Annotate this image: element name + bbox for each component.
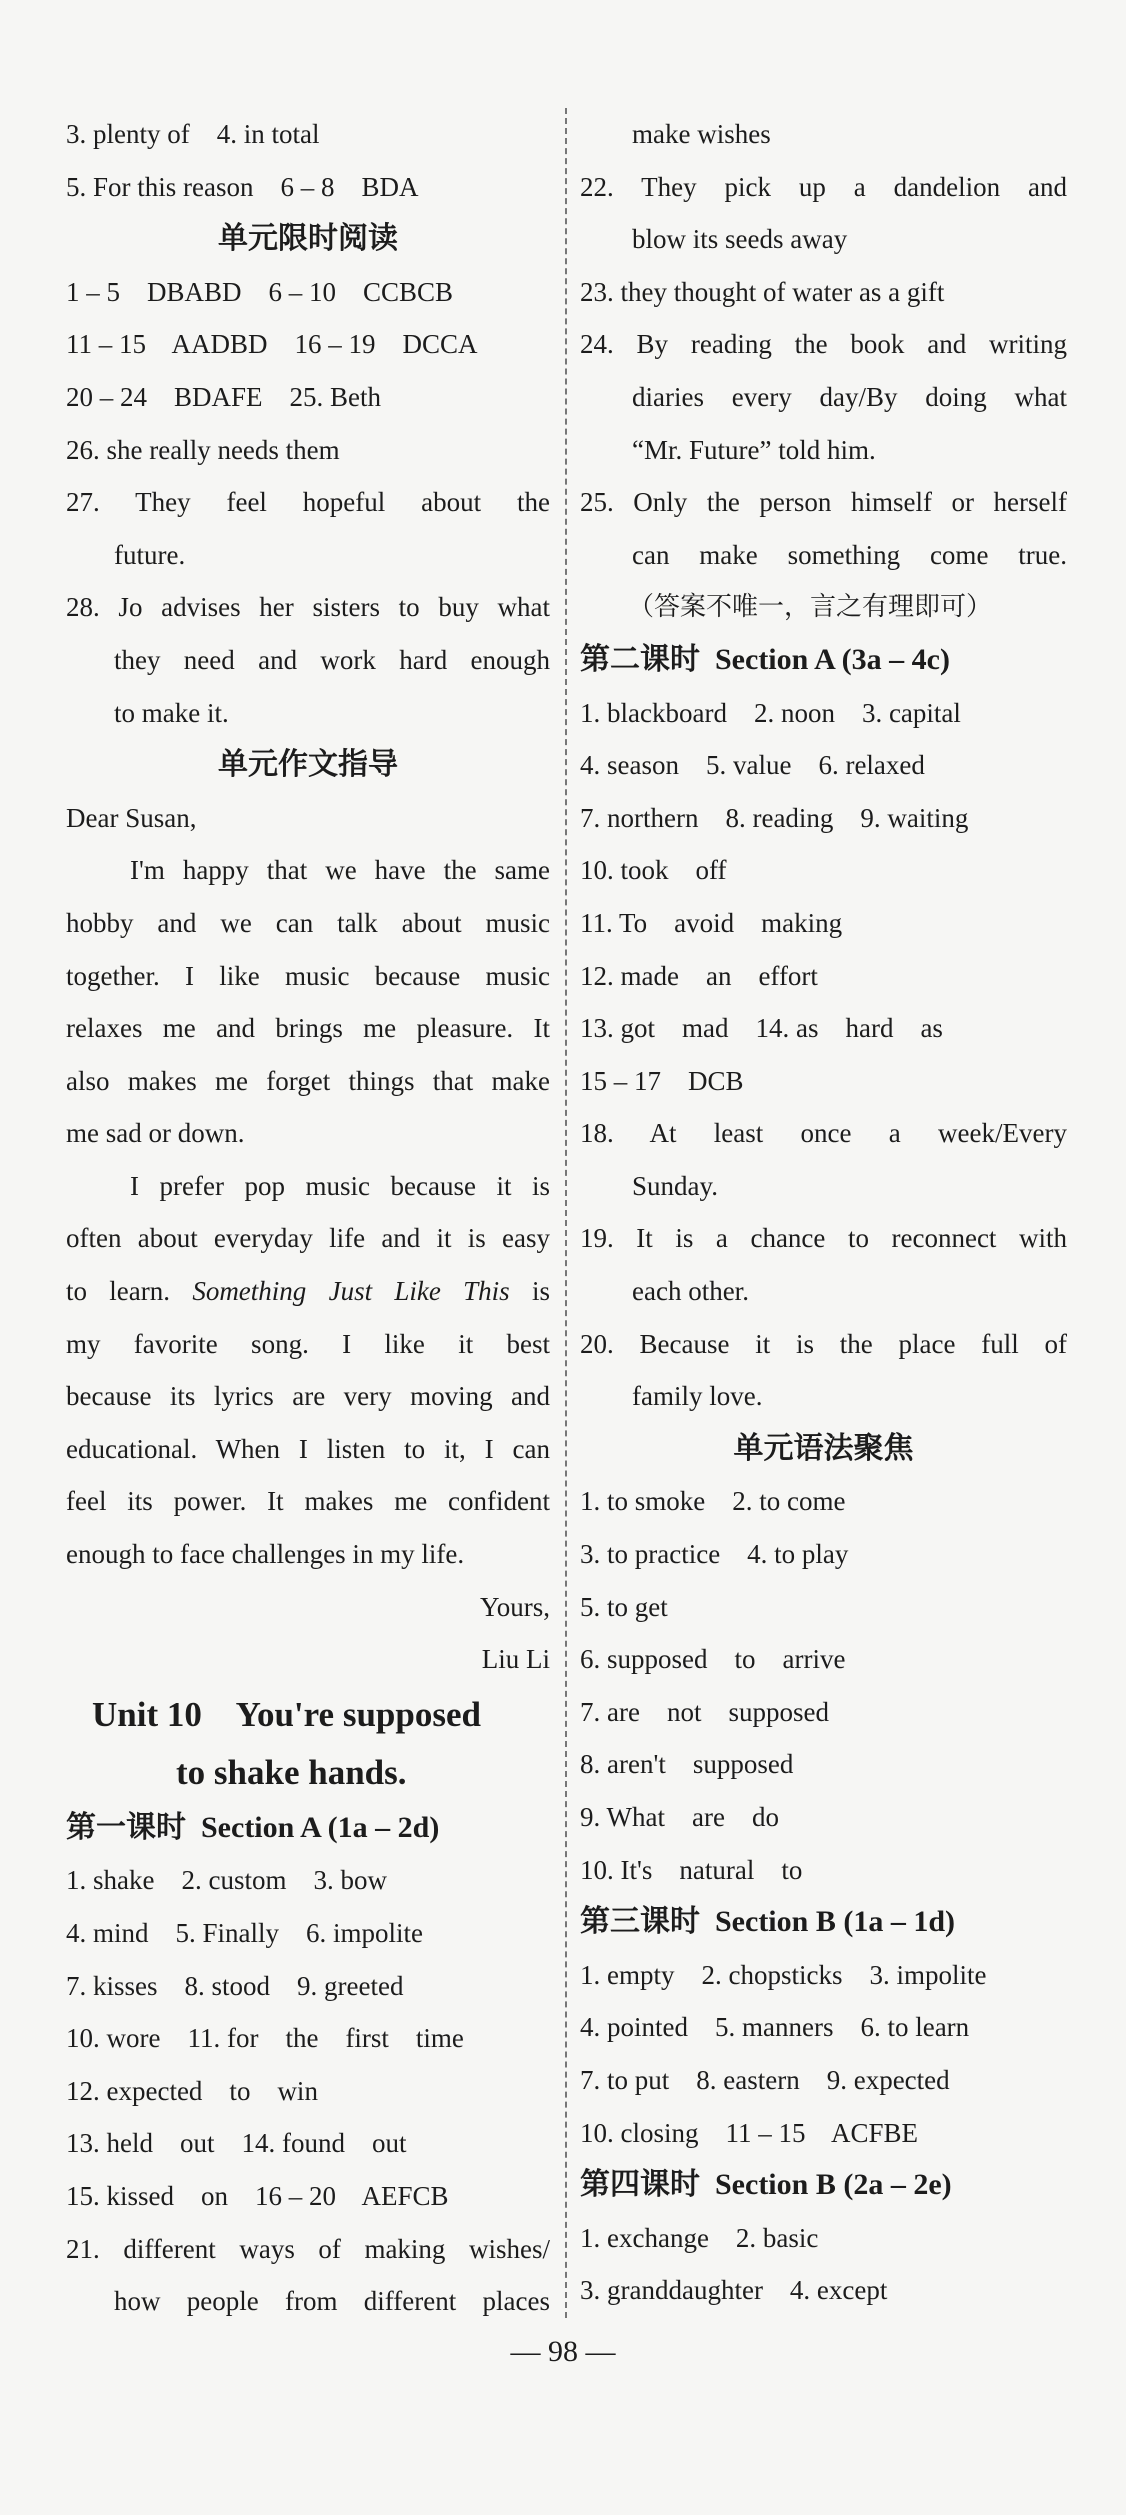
- answer-line: 3. granddaughter 4. except: [580, 2275, 888, 2306]
- unit-title: to shake hands.: [176, 1752, 407, 1792]
- answer-line: 22. They pick up a dandelion and: [580, 171, 1067, 202]
- answer-line: 12. made an effort: [580, 960, 818, 991]
- answer-line: they need and work hard enough: [114, 644, 550, 675]
- answer-line: 25. Only the person himself or herself: [580, 487, 1067, 518]
- letter-line: I'm happy that we have the same: [130, 855, 550, 886]
- section-heading: 第一课时 Section A (1a – 2d): [66, 1809, 440, 1845]
- answer-line: family love.: [632, 1381, 763, 1412]
- answer-line: 5. to get: [580, 1591, 668, 1622]
- answer-line: 10. took off: [580, 855, 727, 886]
- letter-line: relaxes me and brings me pleasure. It: [66, 1013, 550, 1044]
- answer-line: to make it.: [114, 697, 229, 728]
- right-column: [580, 108, 1067, 2317]
- answer-line: 1. to smoke 2. to come: [580, 1486, 846, 1517]
- answer-line: 1. exchange 2. basic: [580, 2222, 819, 2253]
- heading-grammar: 单元语法聚焦: [733, 1430, 914, 1466]
- answer-line: 21. different ways of making wishes/: [66, 2233, 550, 2264]
- answer-line: 4. pointed 5. manners 6. to learn: [580, 2012, 970, 2043]
- answer-line: 15. kissed on 16 – 20 AEFCB: [66, 2180, 449, 2211]
- letter-line: because its lyrics are very moving and: [66, 1381, 550, 1412]
- answer-line: 20. Because it is the place full of: [580, 1328, 1067, 1359]
- heading-reading: 单元限时阅读: [218, 221, 398, 257]
- letter-line: hobby and we can talk about music: [66, 907, 550, 938]
- letter-line: me sad or down.: [66, 1118, 245, 1149]
- answer-line: 1. empty 2. chopsticks 3. impolite: [580, 1959, 987, 1990]
- answer-line: 1. blackboard 2. noon 3. capital: [580, 697, 961, 728]
- answer-line: Sunday.: [632, 1170, 718, 1201]
- answer-line: 11 – 15 AADBD 16 – 19 DCCA: [66, 329, 478, 360]
- answer-line: 4. mind 5. Finally 6. impolite: [66, 1918, 423, 1948]
- answer-line: 3. to practice 4. to play: [580, 1539, 849, 1570]
- page-number: — 98 —: [510, 2335, 616, 2368]
- letter-line: I prefer pop music because it is: [130, 1170, 550, 1201]
- answer-line: 26. she really needs them: [66, 434, 340, 465]
- heading-writing: 单元作文指导: [218, 747, 398, 783]
- answer-line: 6. supposed to arrive: [580, 1644, 846, 1675]
- letter-line: to learn. Something Just Like This is: [66, 1276, 550, 1307]
- answer-line: 8. aren't supposed: [580, 1749, 794, 1780]
- section-heading: 第二课时 Section A (3a – 4c): [580, 641, 950, 677]
- answer-line: “Mr. Future” told him.: [632, 434, 876, 465]
- answer-line: diaries every day/By doing what: [632, 381, 1067, 412]
- section-heading: 第三课时 Section B (1a – 1d): [580, 1904, 955, 1940]
- answer-line: 1. shake 2. custom 3. bow: [66, 1865, 387, 1896]
- answer-line: 7. to put 8. eastern 9. expected: [580, 2064, 950, 2095]
- answer-line: each other.: [632, 1276, 749, 1307]
- answer-line: 10. wore 11. for the first time: [66, 2023, 464, 2054]
- answer-line: 4. season 5. value 6. relaxed: [580, 750, 925, 781]
- letter-line: enough to face challenges in my life.: [66, 1539, 465, 1570]
- answer-line: 23. they thought of water as a gift: [580, 276, 945, 307]
- answer-line: future.: [114, 539, 186, 570]
- answer-line: 7. northern 8. reading 9. waiting: [580, 802, 969, 833]
- letter-greeting: Dear Susan,: [66, 802, 197, 833]
- answer-line: 13. got mad 14. as hard as: [580, 1013, 943, 1044]
- answer-line: 11. To avoid making: [580, 907, 843, 938]
- answer-line: 10. It's natural to: [580, 1854, 803, 1885]
- answer-line: 27. They feel hopeful about the: [66, 487, 550, 518]
- letter-line: often about everyday life and it is easy: [66, 1223, 550, 1254]
- answer-line: 7. are not supposed: [580, 1696, 829, 1727]
- song-title: Something Just Like This: [192, 1276, 510, 1307]
- answer-note: （答案不唯一，言之有理即可）: [628, 592, 993, 623]
- answer-line: 18. At least once a week/Every: [580, 1118, 1067, 1149]
- letter-closing: Yours,: [479, 1591, 550, 1622]
- answer-line: 15 – 17 DCB: [580, 1065, 744, 1096]
- letter-signature: Liu Li: [481, 1644, 550, 1675]
- column-divider: [565, 108, 567, 2318]
- answer-line: blow its seeds away: [632, 224, 848, 255]
- answer-line: 3. plenty of 4. in total: [66, 119, 320, 149]
- section-heading: 第四课时 Section B (2a – 2e): [580, 2167, 952, 2203]
- answer-line: 12. expected to win: [66, 2075, 318, 2106]
- answer-line: make wishes: [632, 119, 771, 149]
- answer-line: 28. Jo advises her sisters to buy what: [66, 592, 550, 623]
- answer-line: 7. kisses 8. stood 9. greeted: [66, 1970, 404, 2001]
- answer-line: 13. held out 14. found out: [66, 2128, 407, 2159]
- letter-line: also makes me forget things that make: [66, 1065, 550, 1096]
- answer-line: 5. For this reason 6 – 8 BDA: [66, 171, 419, 202]
- letter-line: educational. When I listen to it, I can: [66, 1433, 550, 1464]
- answer-line: 20 – 24 BDAFE 25. Beth: [66, 381, 382, 412]
- answer-line: 1 – 5 DBABD 6 – 10 CCBCB: [66, 276, 454, 307]
- letter-line: together. I like music because music: [66, 960, 550, 991]
- left-column: [66, 108, 550, 2328]
- letter-line: feel its power. It makes me confident: [66, 1486, 550, 1517]
- answer-line: can make something come true.: [632, 539, 1067, 570]
- answer-line: 19. It is a chance to reconnect with: [580, 1223, 1067, 1254]
- unit-title: Unit 10 You're supposed: [92, 1694, 481, 1734]
- answer-line: 9. What are do: [580, 1802, 779, 1832]
- letter-line: my favorite song. I like it best: [66, 1328, 550, 1359]
- answer-line: how people from different places: [114, 2286, 550, 2317]
- answer-line: 10. closing 11 – 15 ACFBE: [580, 2117, 919, 2148]
- answer-line: 24. By reading the book and writing: [580, 329, 1067, 360]
